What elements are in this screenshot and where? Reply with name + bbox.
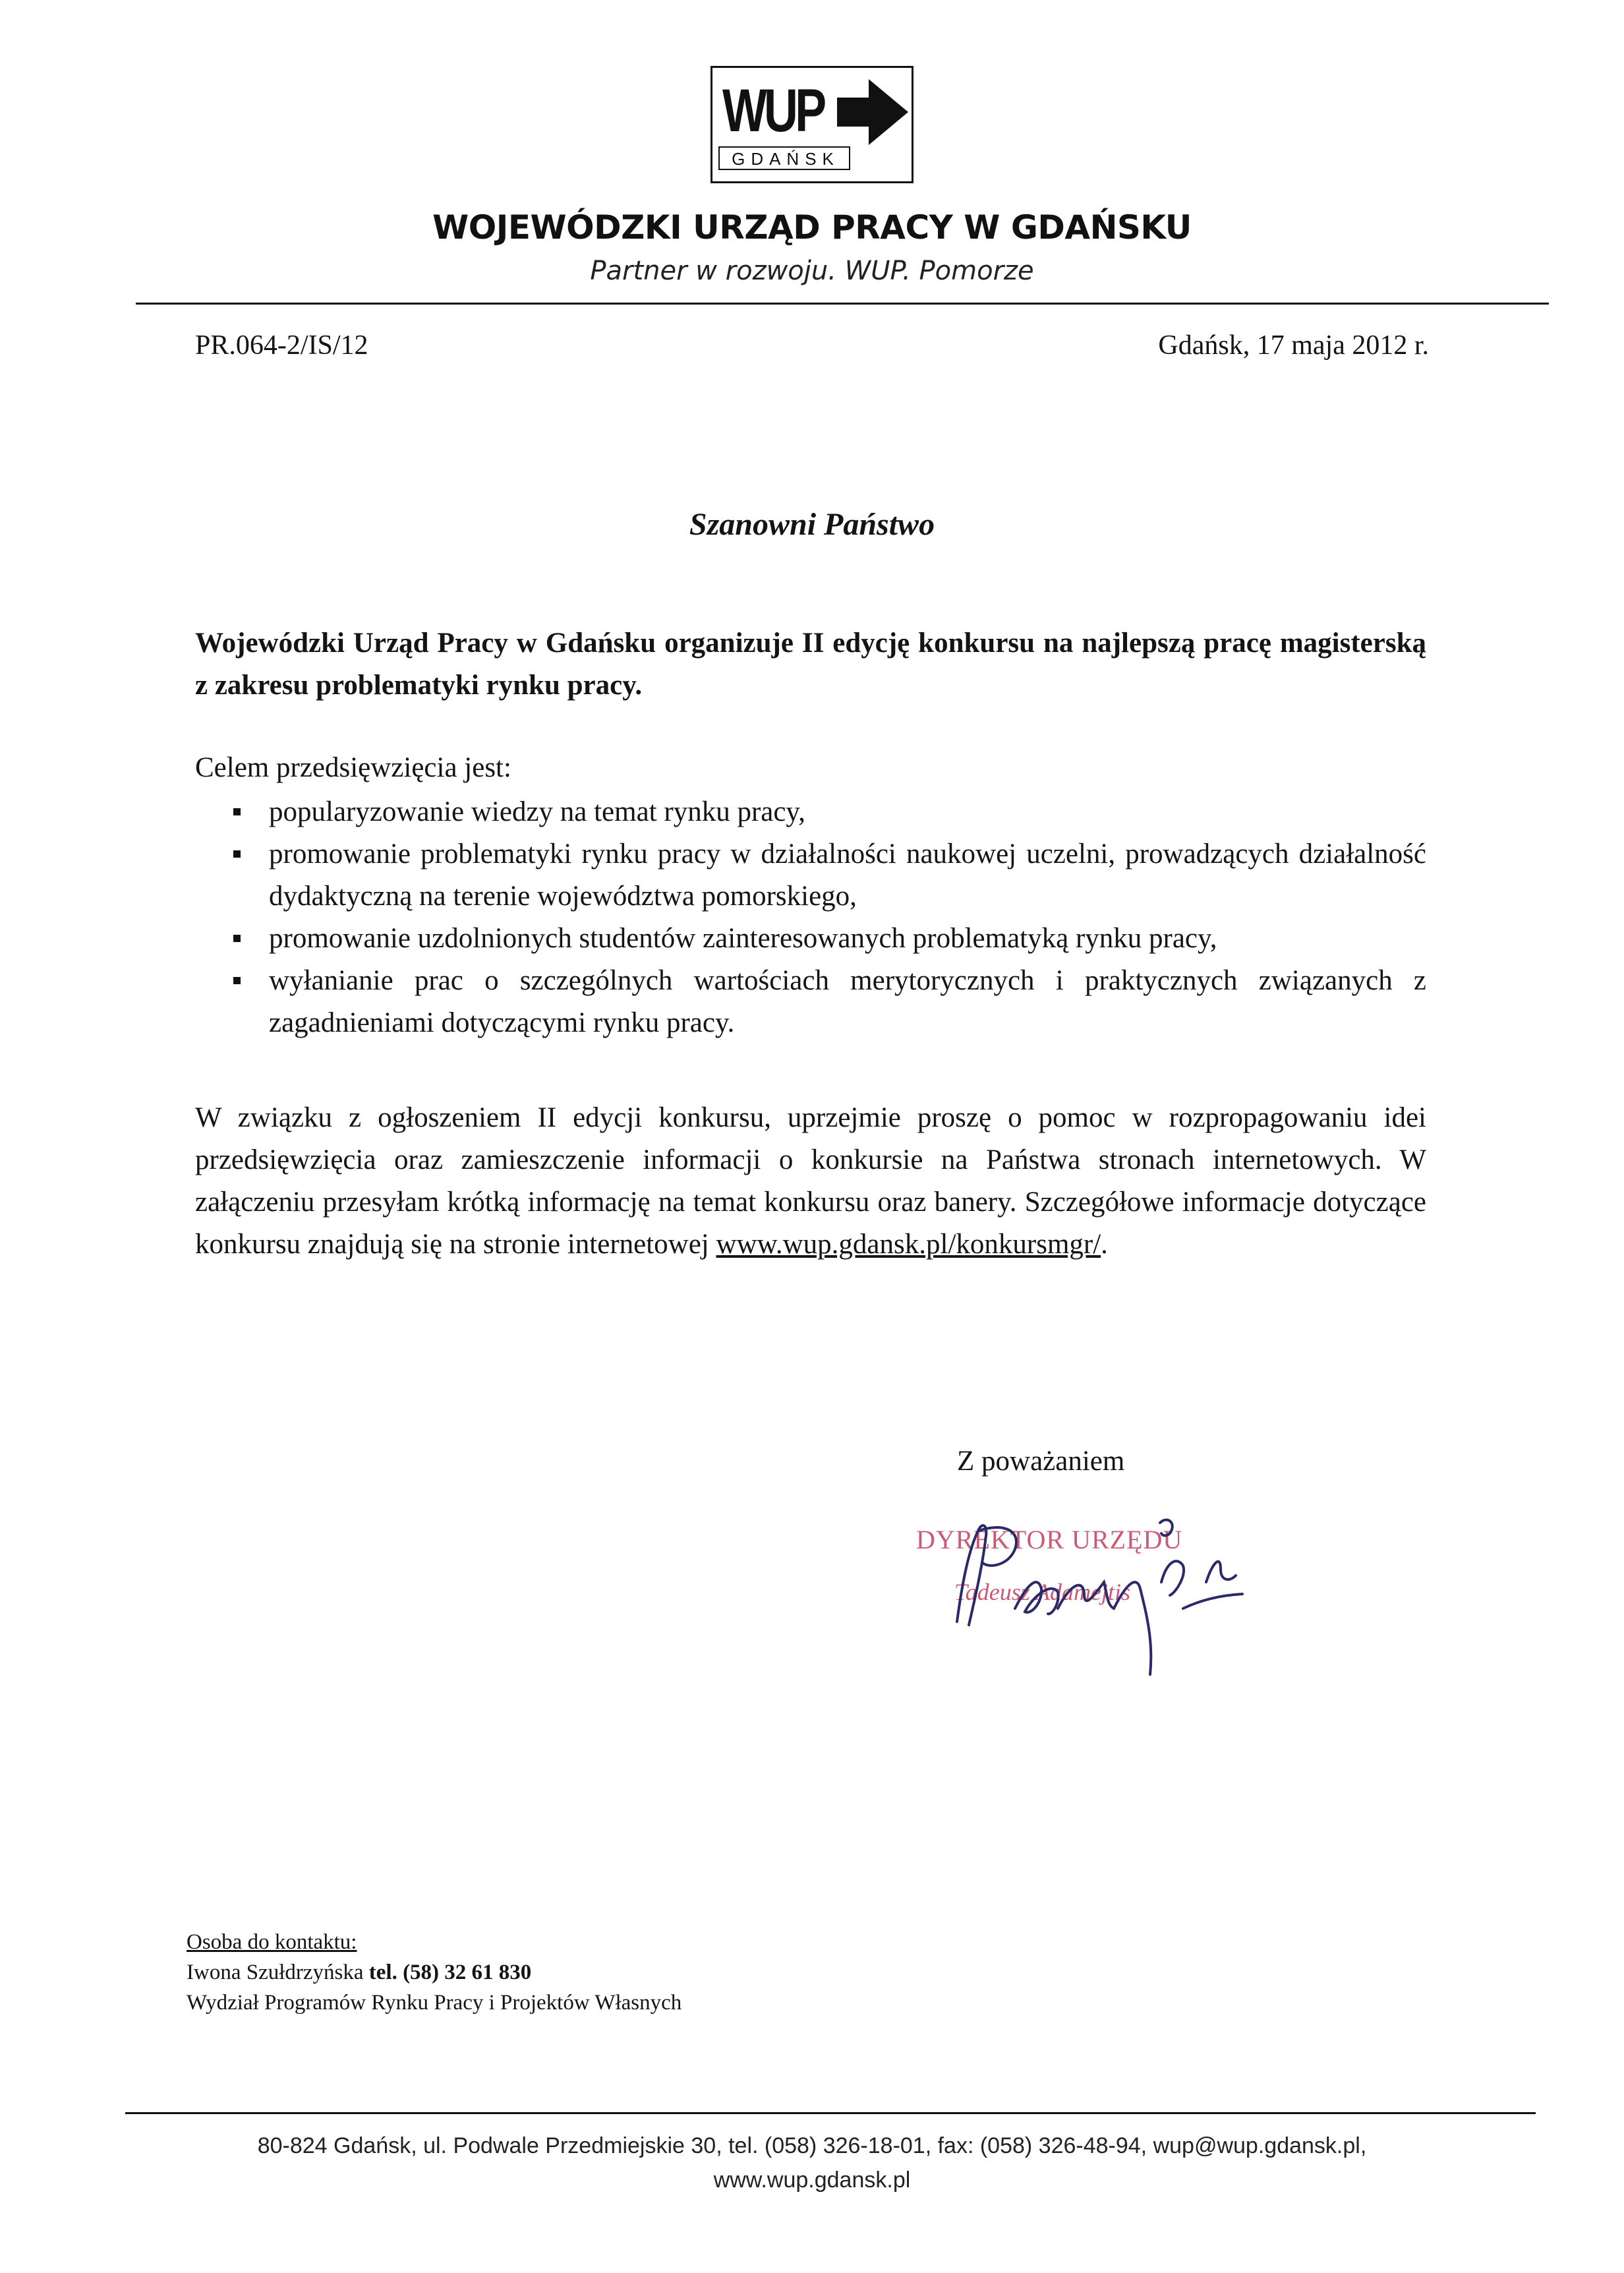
stamp-name: Tadeusz Adamejtis: [954, 1579, 1131, 1605]
wup-logo: [710, 66, 915, 185]
footer-website[interactable]: www.wup.gdansk.pl: [713, 2168, 911, 2193]
handwritten-signature: [916, 1483, 1246, 1681]
list-item: [225, 918, 1426, 960]
contact-name: Iwona Szułdrzyńska: [187, 1961, 369, 1984]
intro-paragraph: Wojewódzki Urząd Pracy w Gdańsku organizuje II edycję konkursu na najlepszą pracę magisterską z zakresu problematyki rynku pracy.: [195, 628, 1426, 701]
footer-divider: [125, 2112, 1536, 2114]
director-stamp: [916, 1483, 1246, 1681]
contact-person: [187, 1961, 531, 1985]
logo-city: GDAŃSK: [732, 149, 840, 169]
body-paragraph: [195, 1097, 1426, 1266]
list-item-text: wyłanianie prac o szczególnych wartościach merytorycznych i praktycznych związanych z zagadnieniami dotyczącymi rynku pracy.: [269, 965, 1426, 1038]
contact-department: Wydział Programów Rynku Pracy i Projektów Własnych: [187, 1991, 682, 2015]
contest-link[interactable]: www.wup.gdansk.pl/konkursmgr/: [716, 1229, 1101, 1260]
body-text: W związku z ogłoszeniem II edycji konkursu, uprzejmie proszę o pomoc w rozpropagowaniu idei przedsięwzięcia oraz zamieszczenie informacji o konkursie na Państwa stronach internetowych. W załączeniu przesyłam krótką informację na temat konkursu oraz banery. Szczegółowe informacje dotyczące konkursu znajdują się na stronie internetowej: [195, 1102, 1426, 1260]
place-and-date: Gdańsk, 17 maja 2012 r.: [1158, 330, 1429, 361]
organization-tagline: Partner w rozwoju. WUP. Pomorze: [590, 256, 1034, 286]
list-item-text: popularyzowanie wiedzy na temat rynku pracy,: [269, 796, 805, 827]
logo-text: WUP: [722, 77, 824, 144]
square-bullet-icon: [233, 935, 241, 942]
list-item: [225, 833, 1426, 918]
closing-phrase: Z poważaniem: [957, 1446, 1125, 1477]
body-end: .: [1101, 1229, 1108, 1260]
logo-city-frame: [718, 146, 850, 170]
contact-phone: tel. (58) 32 61 830: [368, 1961, 532, 1984]
contact-label: Osoba do kontaktu:: [187, 1930, 357, 1954]
list-item: [225, 791, 1426, 833]
goals-heading: Celem przedsięwzięcia jest:: [195, 752, 511, 783]
list-item: [225, 960, 1426, 1044]
header-divider: [136, 303, 1549, 305]
arrow-right-icon: [837, 79, 910, 145]
salutation: Szanowni Państwo: [689, 507, 935, 542]
list-item-text: promowanie uzdolnionych studentów zainteresowanych problematyką rynku pracy,: [269, 923, 1217, 954]
organization-name: WOJEWÓDZKI URZĄD PRACY W GDAŃSKU: [432, 208, 1192, 247]
square-bullet-icon: [233, 977, 241, 984]
goals-list: [225, 791, 1426, 1044]
footer-address: 80-824 Gdańsk, ul. Podwale Przedmiejskie 30, tel. (058) 326-18-01, fax: (058) 326-48-94, wup@wup.gdansk.pl,: [257, 2133, 1367, 2158]
square-bullet-icon: [233, 850, 241, 858]
reference-number: PR.064-2/IS/12: [195, 330, 368, 361]
list-item-text: promowanie problematyki rynku pracy w działalności naukowej uczelni, prowadzących działalność dydaktyczną na terenie województwa pomorskiego,: [269, 839, 1426, 912]
square-bullet-icon: [233, 808, 241, 815]
stamp-title: DYREKTOR URZĘDU: [916, 1525, 1183, 1554]
